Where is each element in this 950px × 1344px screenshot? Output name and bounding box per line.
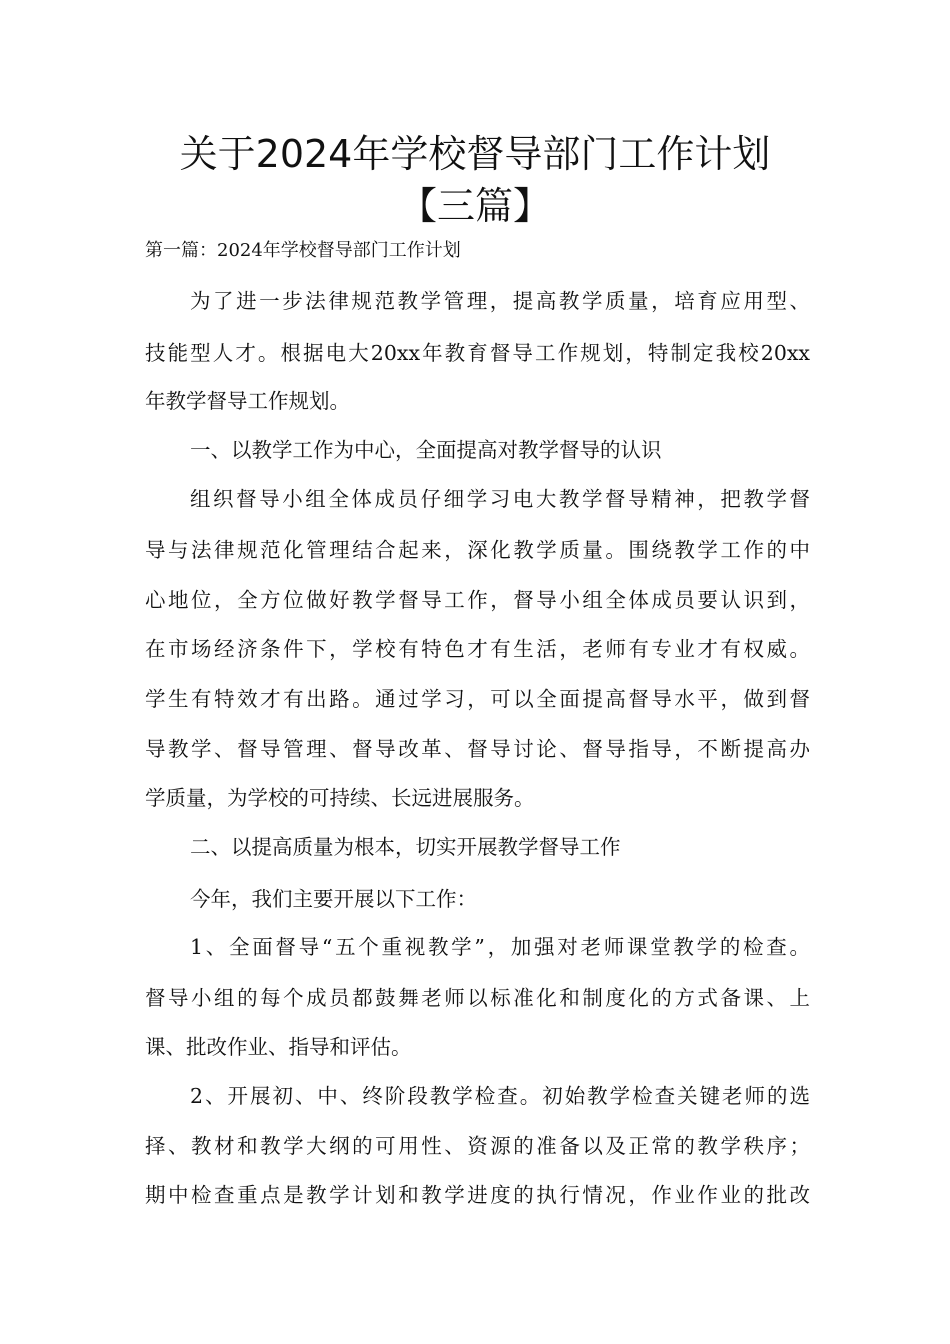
paragraph-line: 组织督导小组全体成员仔细学习电大教学督导精神，把教学督: [190, 487, 810, 511]
paragraph-line: 在市场经济条件下，学校有特色才有生活，老师有专业才有权威。: [145, 637, 810, 661]
section-heading: 第一篇：2024年学校督导部门工作计划: [145, 240, 461, 261]
paragraph-line: 学质量，为学校的可持续、长远进展服务。: [145, 786, 535, 810]
document-title-line-1: 关于2024年学校督导部门工作计划: [179, 132, 771, 176]
paragraph-line: 课、批改作业、指导和评估。: [145, 1035, 412, 1059]
document-title-line-2: 【三篇】: [398, 184, 551, 228]
paragraph-line: 期中检查重点是教学计划和教学进度的执行情况，作业作业的批改: [145, 1183, 810, 1207]
paragraph-line: 今年，我们主要开展以下工作：: [190, 887, 477, 911]
paragraph-line: 为了进一步法律规范教学管理，提高教学质量，培育应用型、: [190, 289, 810, 313]
paragraph-line: 2、开展初、中、终阶段教学检查。初始教学检查关键老师的选: [190, 1084, 810, 1108]
paragraph-line: 学生有特效才有出路。通过学习，可以全面提高督导水平，做到督: [145, 687, 810, 711]
section-subheading: 二、以提高质量为根本，切实开展教学督导工作: [190, 835, 621, 859]
section-subheading: 一、以教学工作为中心，全面提高对教学督导的认识: [190, 438, 662, 462]
paragraph-line: 督导小组的每个成员都鼓舞老师以标准化和制度化的方式备课、上: [145, 986, 810, 1010]
paragraph-line: 导与法律规范化管理结合起来，深化教学质量。围绕教学工作的中: [145, 538, 810, 562]
paragraph-line: 心地位，全方位做好教学督导工作，督导小组全体成员要认识到，: [145, 588, 810, 612]
paragraph-line: 年教学督导工作规划。: [145, 389, 350, 413]
paragraph-line: 1、全面督导“五个重视教学”，加强对老师课堂教学的检查。: [190, 935, 810, 959]
paragraph-line: 技能型人才。根据电大20xx年教育督导工作规划，特制定我校20xx: [145, 341, 810, 365]
paragraph-line: 导教学、督导管理、督导改革、督导讨论、督导指导，不断提高办: [145, 737, 810, 761]
paragraph-line: 择、教材和教学大纲的可用性、资源的准备以及正常的教学秩序；: [145, 1134, 810, 1158]
